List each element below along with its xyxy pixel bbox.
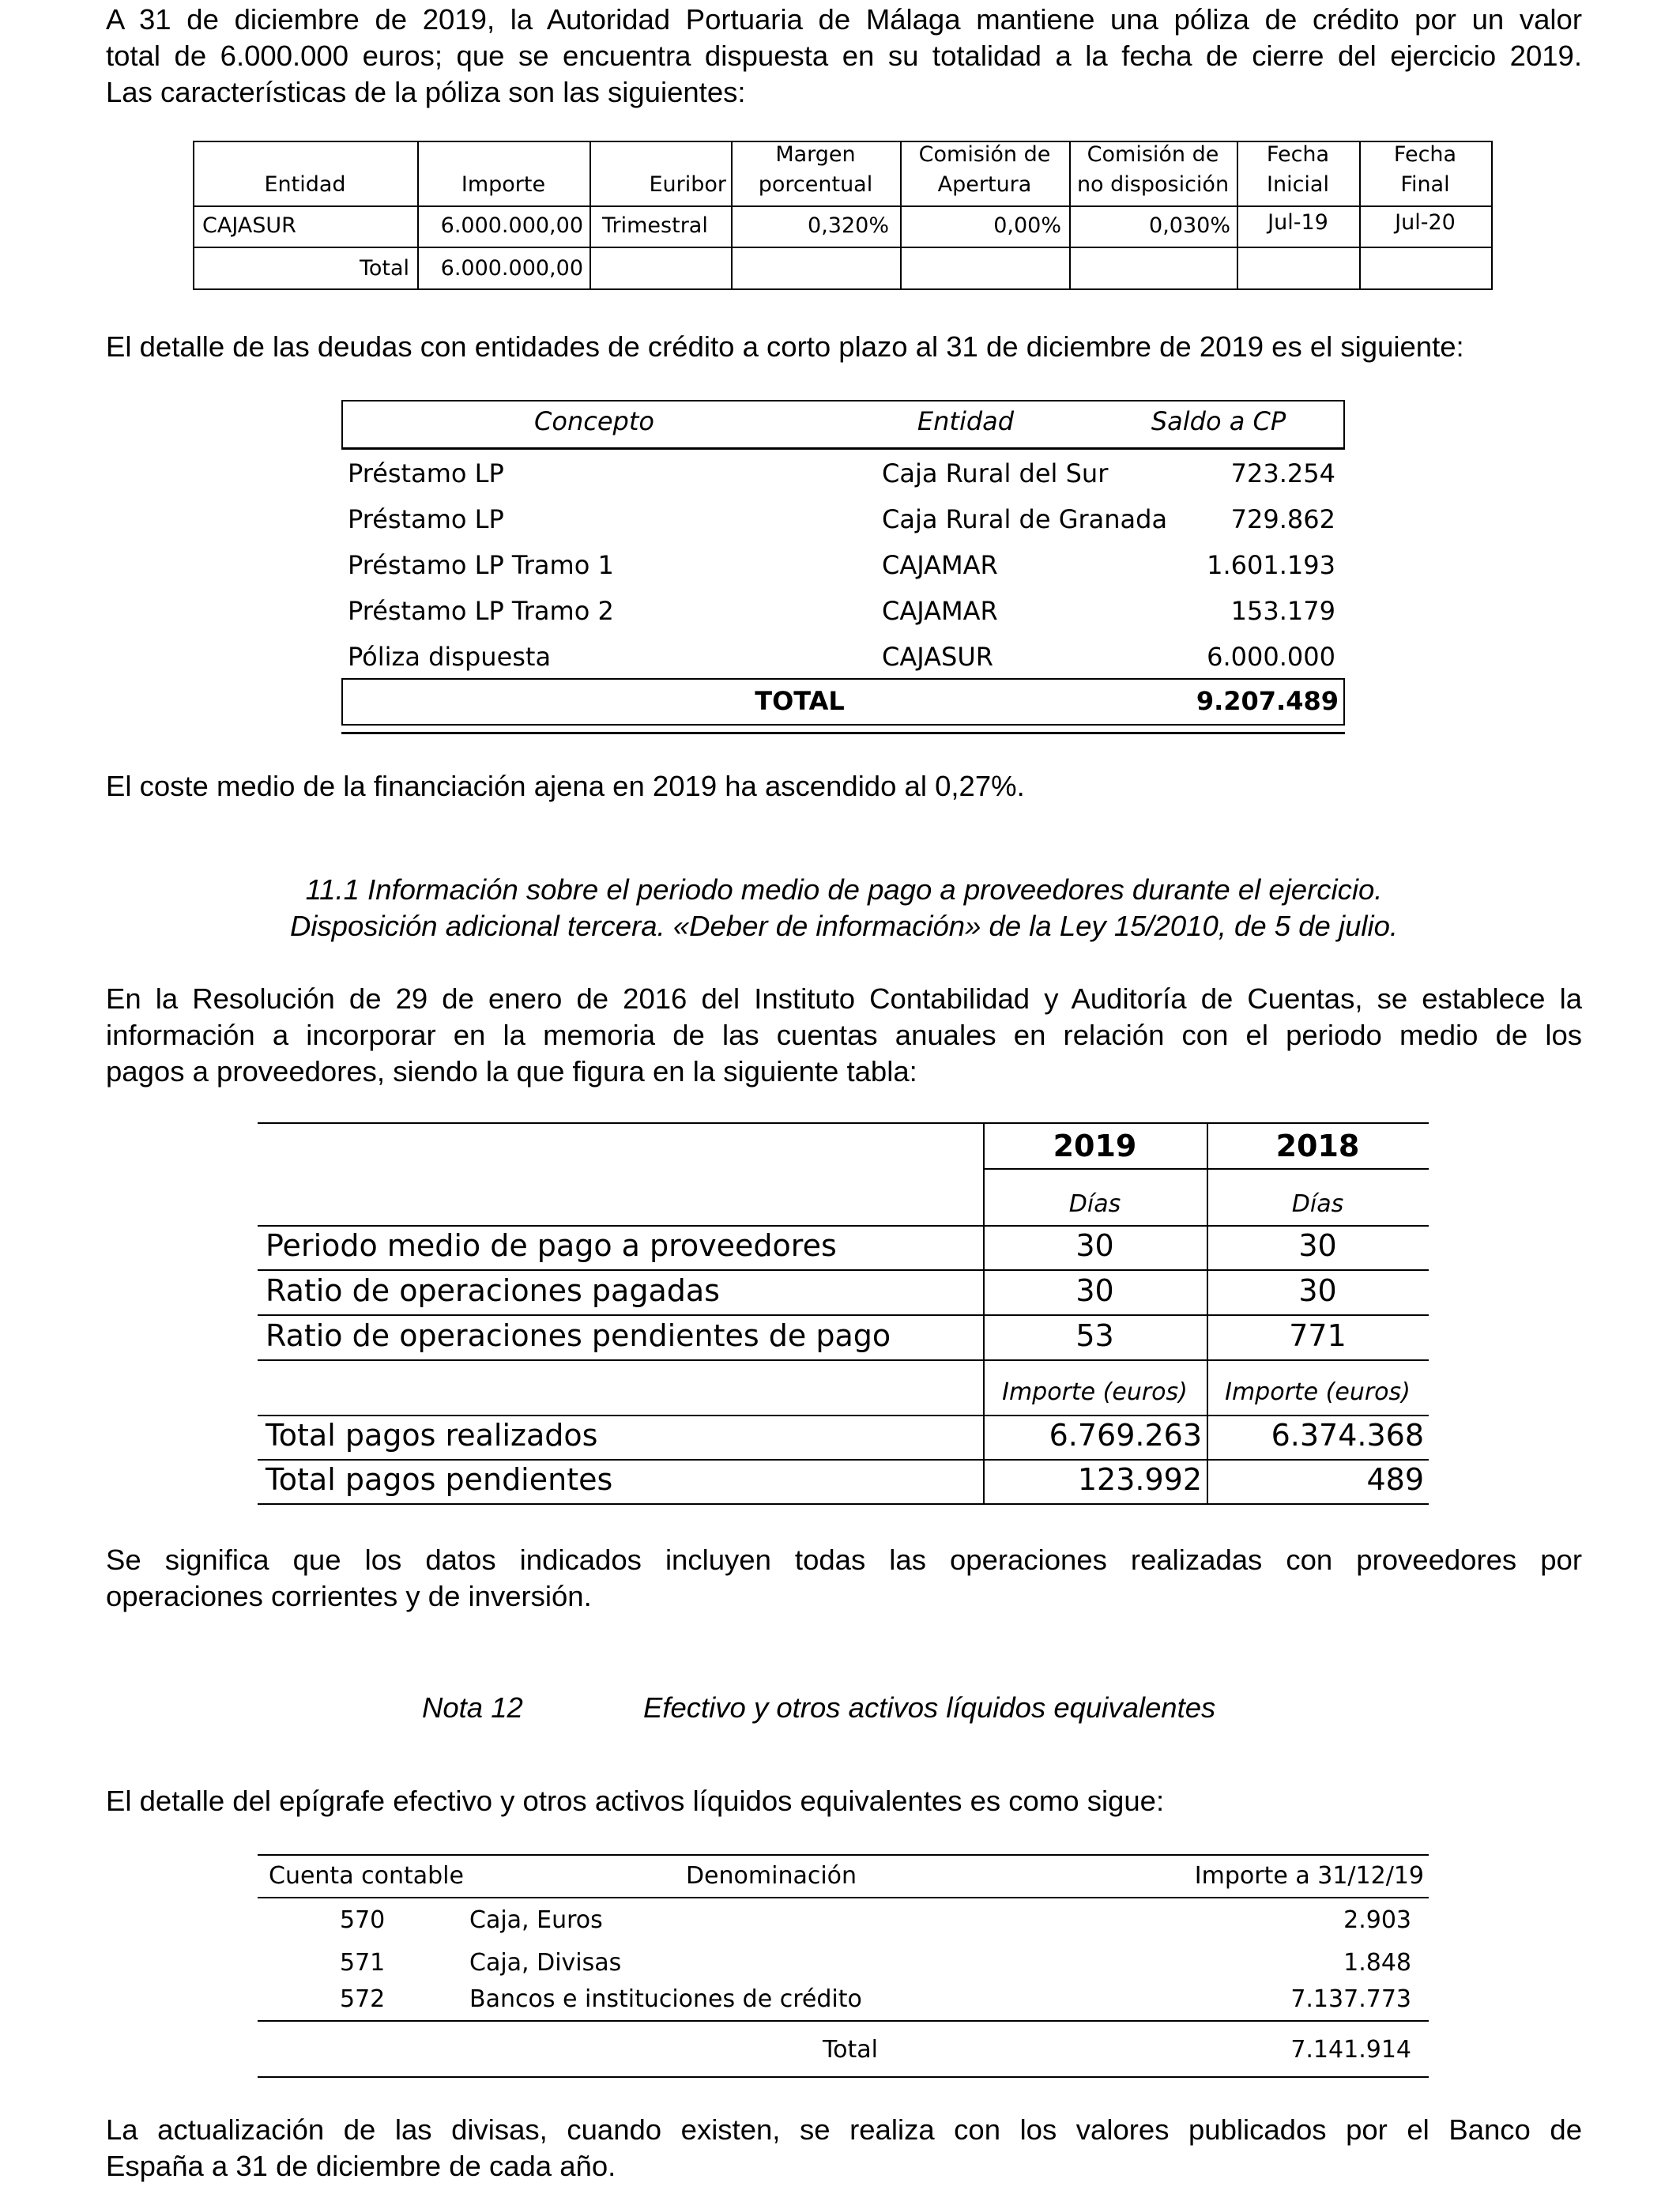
header-comision-no-disp-2: no disposición bbox=[1076, 172, 1230, 197]
header-comision-apertura-2: Apertura bbox=[937, 172, 1032, 197]
pmp-row-2019: 53 bbox=[1075, 1318, 1114, 1353]
row-concepto: Préstamo LP Tramo 2 bbox=[348, 596, 614, 626]
coste-medio-paragraph: El coste medio de la financiación ajena en 2019 ha ascendido al 0,27%. bbox=[106, 770, 1025, 802]
importe-label-2019: Importe (euros) bbox=[1002, 1378, 1188, 1406]
divisas-paragraph bbox=[106, 2112, 1582, 2185]
pmp-row-2018: 30 bbox=[1298, 1273, 1337, 1308]
row-entidad: CAJAMAR bbox=[882, 550, 998, 580]
resolucion-line-1: En la Resolución de 29 de enero de 2016 del Instituto Contabilidad y Auditoría de Cuentas, se establece la bbox=[106, 982, 1582, 1015]
year-2018: 2018 bbox=[1275, 1129, 1360, 1163]
pmp-importe-2019: 123.992 bbox=[1077, 1462, 1202, 1497]
total-label: Total bbox=[359, 256, 409, 281]
pmp-importe-2018: 6.374.368 bbox=[1271, 1418, 1424, 1453]
intro-line-1: A 31 de diciembre de 2019, la Autoridad Portuaria de Málaga mantiene una póliza de crédito por un valor bbox=[106, 3, 1582, 36]
row-denominacion: Caja, Divisas bbox=[469, 1949, 622, 1977]
pmp-row-label: Ratio de operaciones pagadas bbox=[266, 1273, 720, 1308]
header-entidad: Entidad bbox=[917, 406, 1015, 436]
intro-paragraph bbox=[106, 2, 1582, 111]
row-margen: 0,320% bbox=[808, 213, 889, 238]
header-fecha-inicial-2: Inicial bbox=[1267, 172, 1329, 197]
nota-12-number: Nota 12 bbox=[422, 1691, 523, 1724]
row-comision-apertura: 0,00% bbox=[993, 213, 1061, 238]
row-concepto: Préstamo LP bbox=[348, 504, 504, 534]
row-concepto: Póliza dispuesta bbox=[348, 642, 552, 672]
row-saldo: 1.601.193 bbox=[1207, 550, 1335, 580]
header-margen-2: porcentual bbox=[758, 172, 873, 197]
row-entidad: CAJAMAR bbox=[882, 596, 998, 626]
divisas-line-1: La actualización de las divisas, cuando existen, se realiza con los valores publicados por el Banco de bbox=[106, 2113, 1582, 2146]
year-2019: 2019 bbox=[1053, 1129, 1137, 1163]
poliza-table bbox=[193, 141, 1493, 290]
dias-label-2019: Días bbox=[1068, 1190, 1121, 1218]
row-importe: 1.848 bbox=[1343, 1949, 1411, 1977]
pmp-row-label: Periodo medio de pago a proveedores bbox=[266, 1228, 837, 1263]
total-label: TOTAL bbox=[755, 686, 845, 716]
row-entidad: CAJASUR bbox=[202, 213, 296, 238]
header-comision-no-disp-1: Comisión de bbox=[1087, 142, 1219, 167]
header-entidad: Entidad bbox=[264, 172, 346, 197]
row-concepto: Préstamo LP Tramo 1 bbox=[348, 550, 614, 580]
section-11-1-line-1: 11.1 Información sobre el periodo medio de pago a proveedores durante el ejercicio. bbox=[305, 873, 1383, 906]
row-saldo: 729.862 bbox=[1230, 504, 1335, 534]
row-saldo: 723.254 bbox=[1230, 458, 1335, 488]
row-saldo: 6.000.000 bbox=[1207, 642, 1335, 672]
pmp-importe-label: Total pagos realizados bbox=[266, 1418, 598, 1453]
pmp-row-2019: 30 bbox=[1075, 1273, 1114, 1308]
row-denominacion: Bancos e instituciones de crédito bbox=[469, 1985, 862, 2013]
header-fecha-final-1: Fecha bbox=[1393, 142, 1457, 167]
header-comision-apertura-1: Comisión de bbox=[918, 142, 1051, 167]
resolucion-paragraph bbox=[106, 981, 1582, 1090]
total-label: Total bbox=[822, 2036, 879, 2064]
header-margen-1: Margen bbox=[775, 142, 856, 167]
pmp-table bbox=[258, 1122, 1429, 1506]
header-concepto: Concepto bbox=[534, 406, 654, 436]
importe-label-2018: Importe (euros) bbox=[1225, 1378, 1411, 1406]
header-saldo: Saldo a CP bbox=[1151, 406, 1286, 436]
divisas-line-2: España a 31 de diciembre de cada año. bbox=[106, 2150, 616, 2182]
efectivo-intro: El detalle del epígrafe efectivo y otros activos líquidos equivalentes es como sigue: bbox=[106, 1785, 1165, 1817]
significa-line-1: Se significa que los datos indicados incluyen todas las operaciones realizadas con proveedores por bbox=[106, 1544, 1582, 1576]
dias-label-2018: Días bbox=[1291, 1190, 1344, 1218]
total-importe: 7.141.914 bbox=[1290, 2036, 1411, 2064]
pmp-row-2018: 771 bbox=[1289, 1318, 1347, 1353]
row-entidad: Caja Rural del Sur bbox=[882, 458, 1109, 488]
resolucion-line-3: pagos a proveedores, siendo la que figura en la siguiente tabla: bbox=[106, 1055, 917, 1088]
row-comision-no-disposicion: 0,030% bbox=[1149, 213, 1230, 238]
row-entidad: CAJASUR bbox=[882, 642, 993, 672]
section-11-1-heading bbox=[106, 872, 1582, 944]
pmp-importe-2018: 489 bbox=[1366, 1462, 1424, 1497]
row-euribor: Trimestral bbox=[602, 213, 708, 238]
header-fecha-inicial-1: Fecha bbox=[1266, 142, 1330, 167]
pmp-importe-label: Total pagos pendientes bbox=[266, 1462, 613, 1497]
header-importe: Importe bbox=[461, 172, 546, 197]
significa-line-2: operaciones corrientes y de inversión. bbox=[106, 1580, 592, 1612]
intro-line-3: Las características de la póliza son las siguientes: bbox=[106, 76, 746, 108]
header-cuenta: Cuenta contable bbox=[269, 1862, 464, 1890]
header-importe: Importe a 31/12/19 bbox=[1194, 1862, 1424, 1890]
row-fecha-final: Jul-20 bbox=[1395, 210, 1456, 235]
pmp-row-2019: 30 bbox=[1075, 1228, 1114, 1263]
deudas-intro: El detalle de las deudas con entidades de crédito a corto plazo al 31 de diciembre de 2019 es el siguiente: bbox=[106, 330, 1464, 363]
row-importe: 2.903 bbox=[1343, 1906, 1411, 1934]
row-cuenta: 570 bbox=[340, 1906, 386, 1934]
header-euribor: Euribor bbox=[649, 172, 726, 197]
row-importe: 6.000.000,00 bbox=[440, 213, 583, 238]
section-11-1-line-2: Disposición adicional tercera. «Deber de información» de la Ley 15/2010, de 5 de julio. bbox=[289, 910, 1399, 942]
row-importe: 7.137.773 bbox=[1290, 1985, 1411, 2013]
pmp-importe-2019: 6.769.263 bbox=[1049, 1418, 1202, 1453]
row-entidad: Caja Rural de Granada bbox=[882, 504, 1168, 534]
resolucion-line-2: información a incorporar en la memoria de las cuentas anuales en relación con el periodo medio de los bbox=[106, 1019, 1582, 1051]
header-denominacion: Denominación bbox=[685, 1862, 857, 1890]
header-fecha-final-2: Final bbox=[1400, 172, 1450, 197]
intro-line-2: total de 6.000.000 euros; que se encuentra dispuesta en su totalidad a la fecha de cierre del ejercicio 2019. bbox=[106, 40, 1582, 72]
row-saldo: 153.179 bbox=[1230, 596, 1335, 626]
nota-12-title: Efectivo y otros activos líquidos equivalentes bbox=[643, 1691, 1216, 1724]
row-cuenta: 572 bbox=[340, 1985, 386, 2013]
total-saldo: 9.207.489 bbox=[1196, 686, 1339, 716]
total-importe: 6.000.000,00 bbox=[440, 256, 583, 281]
row-cuenta: 571 bbox=[340, 1949, 386, 1977]
pmp-row-label: Ratio de operaciones pendientes de pago bbox=[266, 1318, 891, 1353]
row-concepto: Préstamo LP bbox=[348, 458, 504, 488]
significa-paragraph bbox=[106, 1542, 1582, 1615]
row-denominacion: Caja, Euros bbox=[469, 1906, 603, 1934]
deudas-table bbox=[341, 400, 1345, 737]
row-fecha-inicial: Jul-19 bbox=[1268, 210, 1328, 235]
efectivo-table bbox=[258, 1854, 1429, 2079]
pmp-row-2018: 30 bbox=[1298, 1228, 1337, 1263]
